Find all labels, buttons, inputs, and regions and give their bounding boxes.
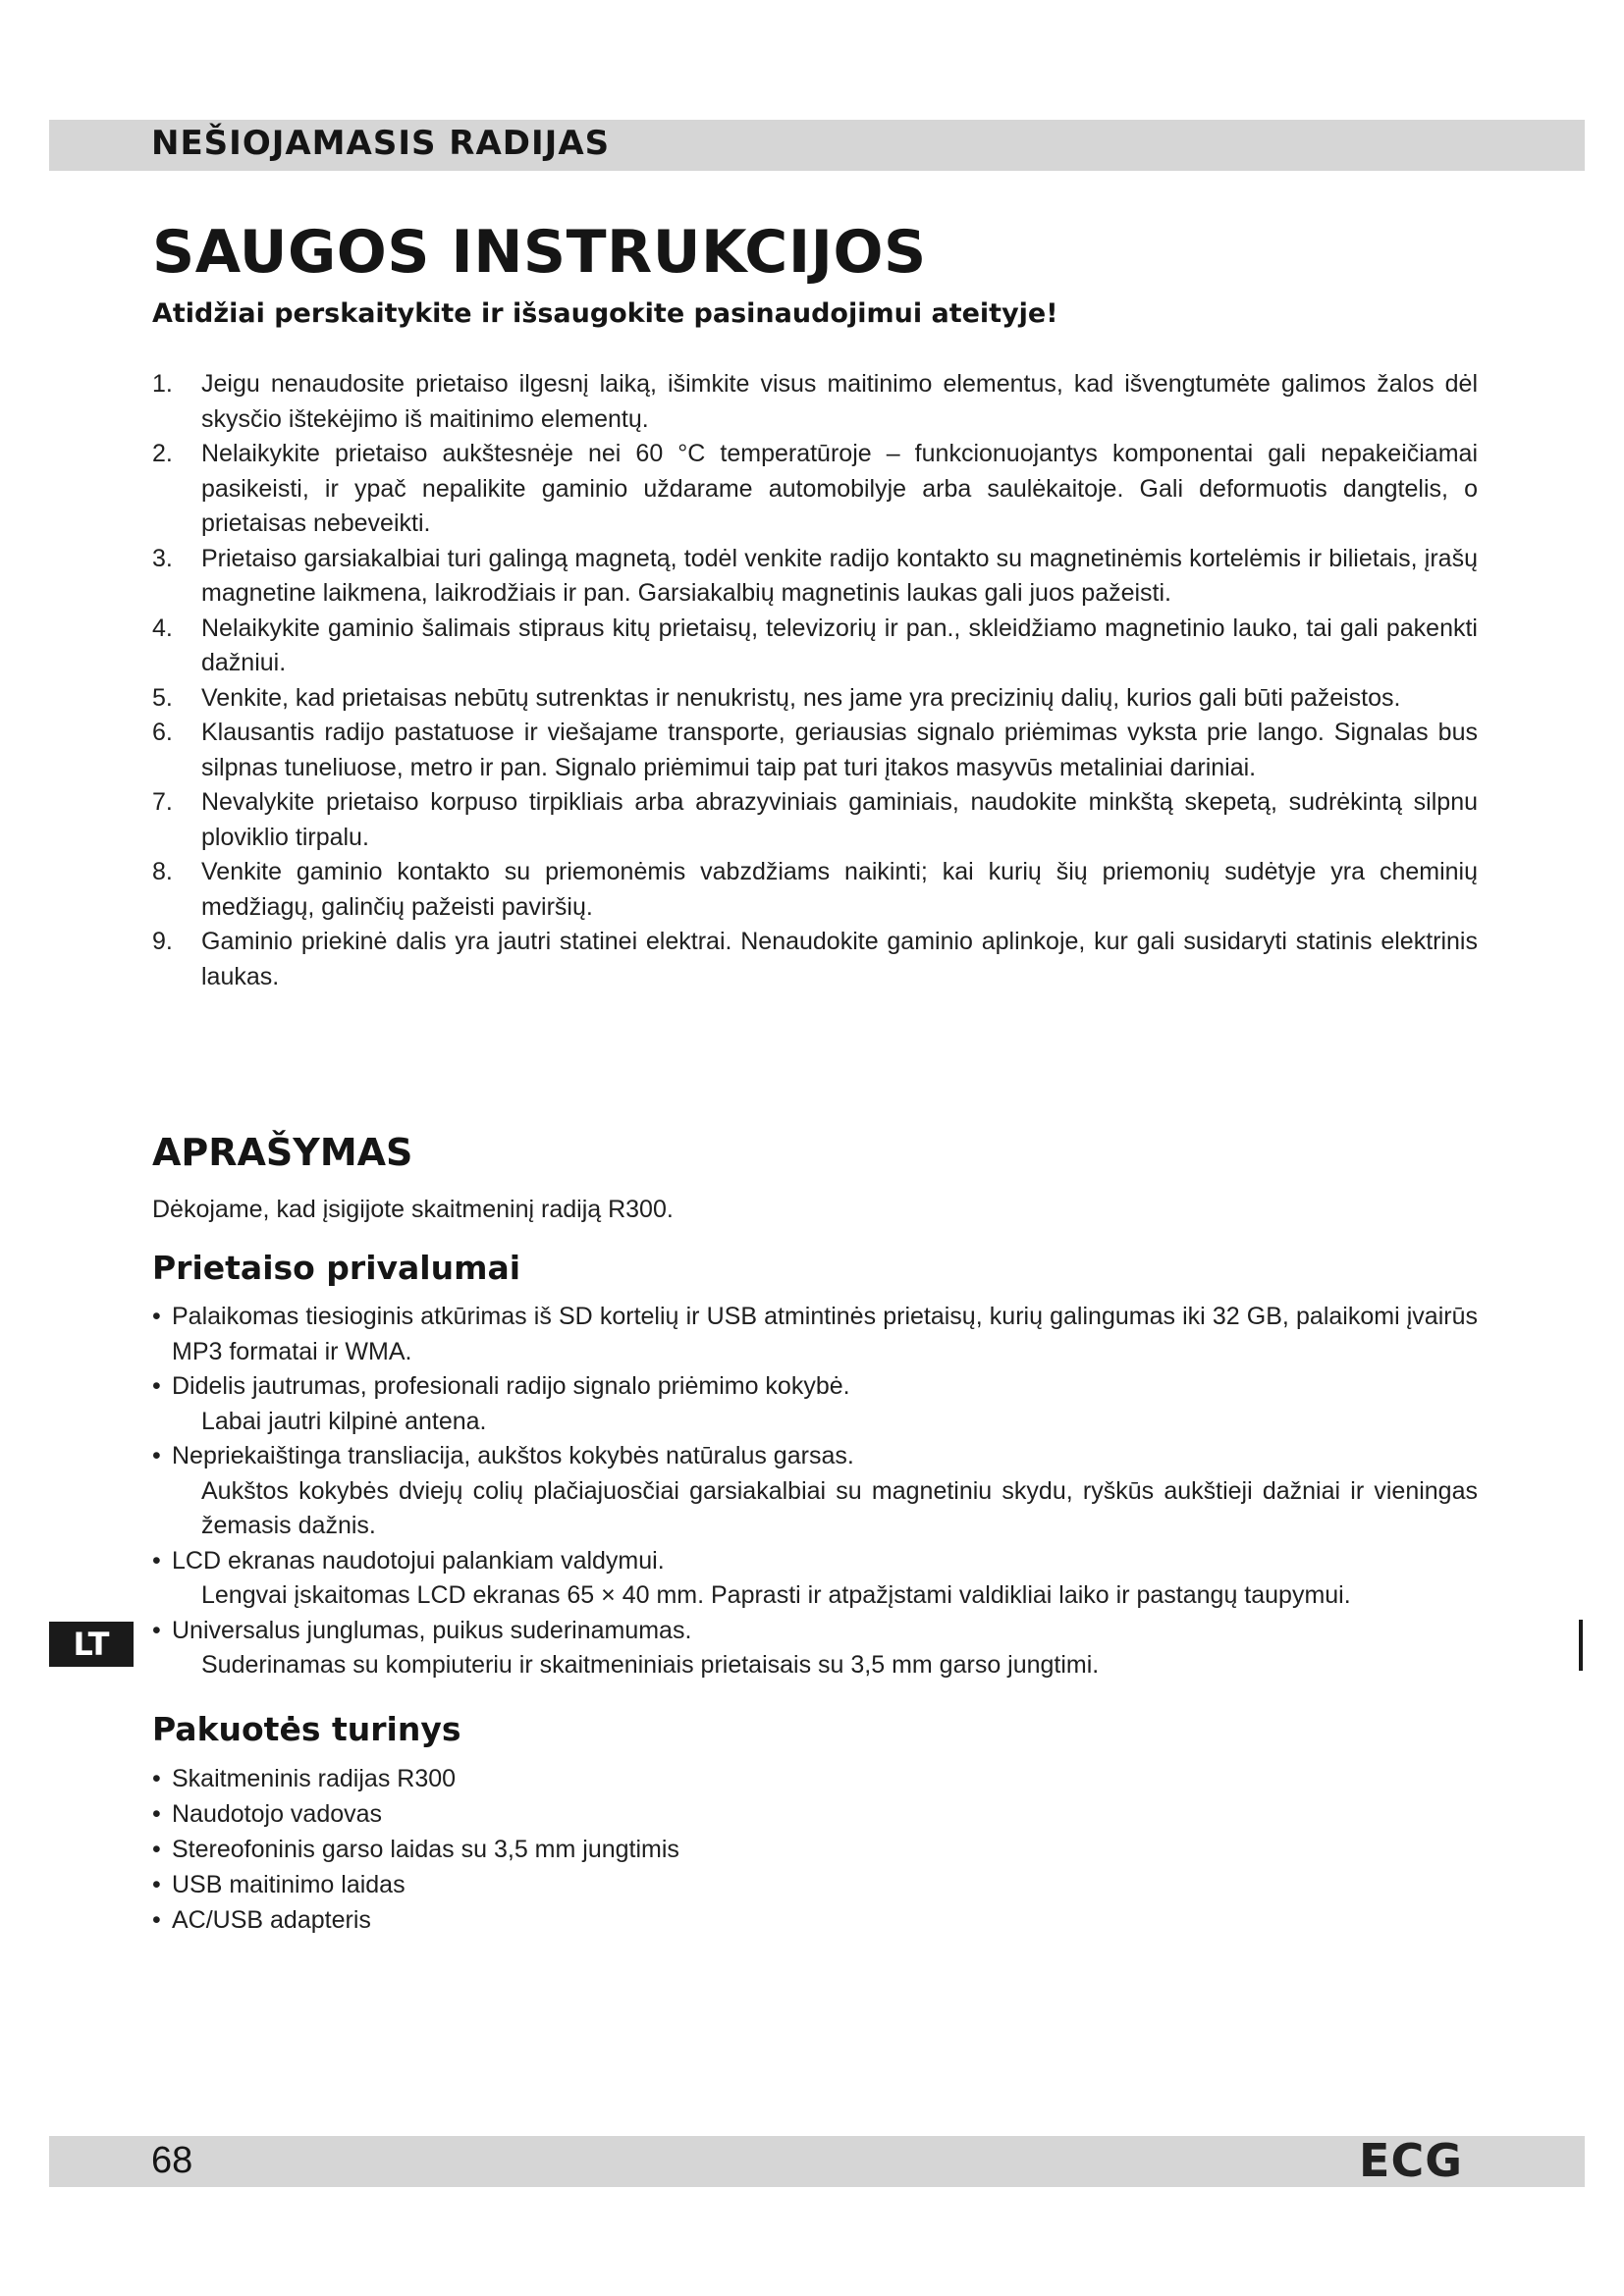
- package-item: • Naudotojo vadovas: [152, 1796, 1478, 1832]
- item-text: Nelaikykite gaminio šalimais stipraus kitų prietaisų, televizorių ir pan., skleidžiamo magnetinio lauko, tai gali pakenkti dažniui.: [201, 614, 1478, 676]
- item-text: Venkite gaminio kontakto su priemonėmis vabzdžiams naikinti; kai kurių šių priemonių sudėtyje yra cheminių medžiagų, galinčių pažeisti paviršių.: [201, 858, 1478, 921]
- header-title: NEŠIOJAMASIS RADIJAS: [151, 124, 611, 163]
- safety-item: [152, 785, 1478, 855]
- feature-item: [152, 1439, 1478, 1544]
- package-item: • Stereofoninis garso laidas su 3,5 mm jungtimis: [152, 1832, 1478, 1867]
- features-title: Prietaiso privalumai: [152, 1249, 521, 1287]
- feature-detail: Labai jautri kilpinė antena.: [201, 1407, 487, 1435]
- package-title: Pakuotės turinys: [152, 1710, 461, 1748]
- safety-item: [152, 855, 1478, 925]
- item-text: Nevalykite prietaiso korpuso tirpikliais arba abrazyviniais gaminiais, naudokite minkštą skepetą, sudrėkintą silpnu ploviklio tirpalu.: [201, 788, 1478, 851]
- safety-item: [152, 716, 1478, 785]
- safety-list: [152, 367, 1478, 994]
- feature-item: [152, 1544, 1478, 1614]
- safety-item: [152, 612, 1478, 681]
- item-number: 8.: [152, 858, 173, 885]
- feature-detail: Aukštos kokybės dviejų colių plačiajuosčiai garsiakalbiai su magnetiniu skydu, ryškūs aukštieji dažniai ir vieningas žemasis dažnis.: [201, 1476, 1478, 1539]
- item-number: 5.: [152, 683, 173, 712]
- safety-item: [152, 681, 1478, 717]
- feature-detail: Lengvai įskaitomas LCD ekranas 65 × 40 mm. Paprasti ir atpažįstami valdikliai laiko ir pastangų taupymui.: [201, 1581, 1351, 1609]
- item-number: 6.: [152, 719, 173, 746]
- safety-item: [152, 367, 1478, 437]
- item-text: Klausantis radijo pastatuose ir viešajame transporte, geriausias signalo priėmimas vyksta prie lango. Signalas bus silpnas tuneliuose, metro ir pan. Signalo priėmimui taip pat turi įtakos masyvūs metaliniai dariniai.: [201, 719, 1478, 781]
- feature-item: [152, 1614, 1478, 1683]
- brand-logo: ECG: [1359, 2134, 1463, 2187]
- package-item: • Skaitmeninis radijas R300: [152, 1761, 1478, 1796]
- features-list: [152, 1300, 1478, 1683]
- package-item: • USB maitinimo laidas: [152, 1867, 1478, 1902]
- item-number: 3.: [152, 544, 173, 572]
- description-intro: Dėkojame, kad įsigijote skaitmeninį radiją R300.: [152, 1196, 674, 1223]
- side-divider: [1579, 1620, 1583, 1671]
- feature-main: • Palaikomas tiesioginis atkūrimas iš SD kortelių ir USB atmintinės prietaisų, kurių galingumas iki 32 GB, palaikomi įvairūs MP3 formatai ir WMA.: [172, 1303, 1478, 1365]
- feature-detail: Suderinamas su kompiuteriu ir skaitmeniniais prietaisais su 3,5 mm garso jungtimi.: [201, 1651, 1100, 1679]
- item-text: Jeigu nenaudosite prietaiso ilgesnį laiką, išimkite visus maitinimo elementus, kad išvengtumėte galimos žalos dėl skysčio ištekėjimo iš maitinimo elementų.: [201, 370, 1478, 433]
- item-number: 4.: [152, 614, 173, 642]
- item-number: 7.: [152, 788, 173, 816]
- feature-main: • Nepriekaištinga transliacija, aukštos kokybės natūralus garsas.: [172, 1442, 854, 1469]
- page-number: 68: [151, 2140, 193, 2181]
- feature-item: [152, 1369, 1478, 1439]
- safety-item: [152, 925, 1478, 994]
- item-text: Gaminio priekinė dalis yra jautri statinei elektrai. Nenaudokite gaminio aplinkoje, kur gali susidaryti statinis elektrinis laukas.: [201, 928, 1478, 990]
- feature-main: • Universalus junglumas, puikus suderinamumas.: [172, 1616, 692, 1644]
- feature-item: [152, 1300, 1478, 1369]
- footer-bar: [49, 2136, 1585, 2187]
- feature-main: • LCD ekranas naudotojui palankiam valdymui.: [172, 1546, 665, 1575]
- item-number: 1.: [152, 370, 173, 398]
- safety-title: SAUGOS INSTRUKCIJOS: [152, 218, 927, 287]
- item-number: 2.: [152, 440, 173, 467]
- safety-item: [152, 437, 1478, 542]
- header-bar: [49, 120, 1585, 171]
- item-text: Venkite, kad prietaisas nebūtų sutrenktas ir nenukristų, nes jame yra precizinių dalių, kurios gali būti pažeistos.: [201, 683, 1401, 712]
- language-tab: LT: [49, 1622, 134, 1667]
- item-text: Prietaiso garsiakalbiai turi galingą magnetą, todėl venkite radijo kontakto su magnetinėmis kortelėmis ir bilietais, įrašų magnetine laikmena, laikrodžiais ir pan. Garsiakalbių magnetinis laukas gali juos pažeisti.: [201, 544, 1478, 607]
- item-text: Nelaikykite prietaiso aukštesnėje nei 60 °C temperatūroje – funkcionuojantys komponentai gali nepakeičiamai pasikeisti, ir ypač nepalikite gaminio uždarame automobilyje arba saulėkaitoje. Gali deformuotis dangtelis, o prietaisas nebeveikti.: [201, 440, 1478, 537]
- description-title: APRAŠYMAS: [152, 1131, 413, 1174]
- item-number: 9.: [152, 928, 173, 955]
- package-list: [152, 1761, 1478, 1938]
- feature-main: • Didelis jautrumas, profesionali radijo signalo priėmimo kokybė.: [172, 1372, 850, 1400]
- package-item: • AC/USB adapteris: [152, 1902, 1478, 1938]
- safety-subtitle: Atidžiai perskaitykite ir išsaugokite pasinaudojimui ateityje!: [152, 298, 1058, 329]
- safety-item: [152, 542, 1478, 612]
